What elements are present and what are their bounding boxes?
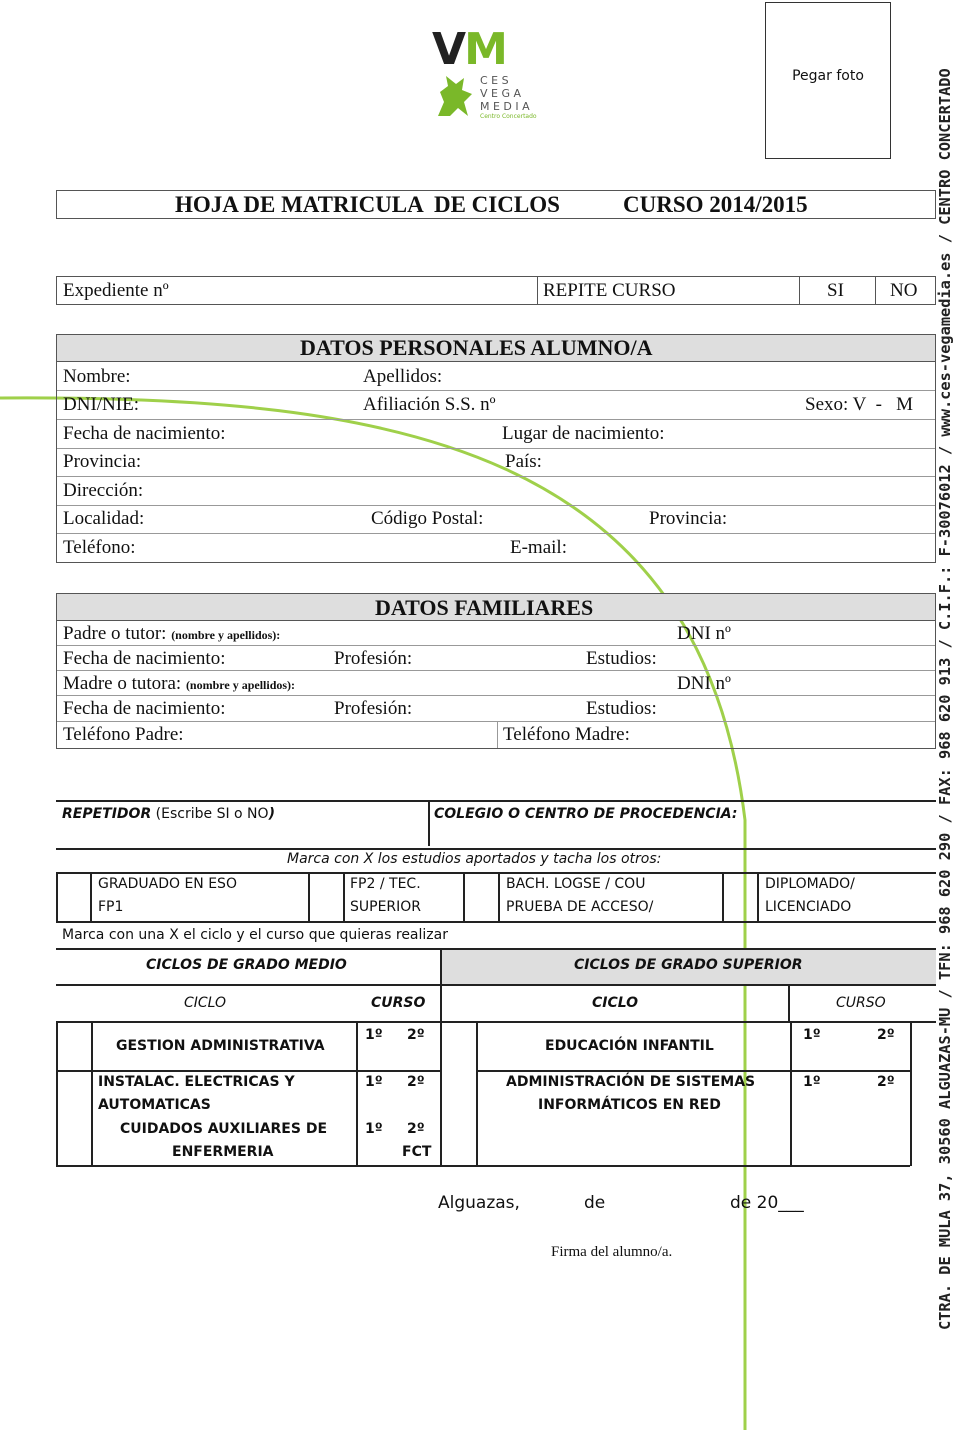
dni-label: DNI/NIE: [63,394,139,415]
ciclo-gestion: GESTION ADMINISTRATIVA [116,1038,325,1054]
ciclos-col-check2 [476,1021,478,1166]
checkbox-fp2[interactable] [310,874,342,920]
gestion-curso-1[interactable]: 1º [365,1027,383,1043]
logo-vega: V E G A [480,87,522,100]
repetidor-label: REPETIDOR (Escribe SI o NO) [62,806,275,822]
col-ciclo-superior: CICLO [592,995,639,1011]
family-section [56,621,936,749]
repetidor-top-line [56,800,936,802]
opt-superior: SUPERIOR [350,899,422,915]
estudios-col-1 [90,872,92,922]
dni-padre-label: DNI nº [677,623,731,644]
ciclos-line-2 [56,984,936,986]
ciclo-instalac-2: AUTOMATICAS [98,1097,211,1113]
checkbox-eso[interactable] [58,874,89,920]
expediente-row [56,276,936,305]
logo [432,24,542,125]
ciclos-col-check [91,1021,93,1166]
logo-ces: C E S [480,74,509,87]
personal-heading-bar [56,334,936,362]
opt-fp1: FP1 [98,899,124,915]
lugar-nacimiento-label: Lugar de nacimiento: [502,423,665,444]
opt-fp2: FP2 / TEC. [350,876,421,892]
expediente-label: Expediente nº [63,280,169,301]
infantil-curso-2[interactable]: 2º [877,1027,895,1043]
ciclos-col-end [910,1021,912,1166]
checkbox-instalac[interactable] [58,1072,90,1118]
cuidados-fct[interactable]: FCT [402,1144,432,1160]
grado-medio-heading: CICLOS DE GRADO MEDIO [146,957,347,973]
grado-superior-heading: CICLOS DE GRADO SUPERIOR [574,957,803,973]
ciclos-col-curso [356,1021,358,1166]
fecha-padre-label: Fecha de nacimiento: [63,648,226,669]
instalac-curso-1[interactable]: 1º [365,1074,383,1090]
cuidados-curso-1[interactable]: 1º [365,1121,383,1137]
logo-media: M E D I A [480,100,530,113]
logo-vm: VM [432,24,506,75]
ciclo-cuidados-1: CUIDADOS AUXILIARES DE [120,1121,328,1137]
provincia2-label: Provincia: [649,508,728,529]
opt-eso: GRADUADO EN ESO [98,876,237,892]
footer-place: Alguazas, [438,1193,520,1213]
opt-bach: BACH. LOGSE / COU [506,876,646,892]
fecha-nacimiento-label: Fecha de nacimiento: [63,423,226,444]
repetidor-divider [428,800,430,846]
estudios-col-5 [498,872,500,922]
ciclos-col-curso2 [790,1021,792,1166]
instalac-curso-2[interactable]: 2º [407,1074,425,1090]
ciclo-asir-2: INFORMÁTICOS EN RED [538,1097,721,1113]
ciclo-cuidados-2: ENFERMERIA [172,1144,274,1160]
personal-heading: DATOS PERSONALES ALUMNO/A [300,335,653,360]
side-address-text: CTRA. DE MULA 37, 30560 ALGUAZAS-MU / TFN: 968 620 290 / FAX: 968 620 913 / C.I.F.: F-30076012 / www.ces-vegamedia.es / CENTRO CONCERTADO [936,68,954,1330]
ciclos-header-divider-b [788,984,790,1022]
direccion-label: Dirección: [63,480,144,501]
dni-madre-label: DNI nº [677,673,731,694]
checkbox-infantil[interactable] [442,1023,475,1069]
estudios-col-3 [343,872,345,922]
griffin-icon [434,72,476,120]
col-ciclo-medio: CICLO [184,995,227,1011]
logo-tagline: Centro Concertado [480,113,537,120]
ciclos-row-line-1 [56,1070,440,1072]
nombre-label: Nombre: [63,366,131,387]
checkbox-asir[interactable] [442,1072,475,1118]
ciclos-row-line-1b [476,1070,910,1072]
fecha-madre-label: Fecha de nacimiento: [63,698,226,719]
gestion-curso-2[interactable]: 2º [407,1027,425,1043]
personal-section [56,362,936,563]
codigo-postal-label: Código Postal: [371,508,484,529]
asir-curso-1[interactable]: 1º [803,1074,821,1090]
afiliacion-label: Afiliación S.S. nº [363,394,496,415]
photo-box[interactable] [765,2,891,159]
sexo-label[interactable]: Sexo: V - M [805,394,914,415]
col-curso-medio: CURSO [371,995,426,1011]
asir-curso-2[interactable]: 2º [877,1074,895,1090]
course-year: CURSO 2014/2015 [623,192,808,217]
checkbox-cuidados[interactable] [58,1119,90,1164]
opt-diplomado: DIPLOMADO/ [765,876,855,892]
telefono-madre-label: Teléfono Madre: [503,724,630,745]
signature-label: Firma del alumno/a. [551,1244,673,1260]
opt-licenciado: LICENCIADO [765,899,852,915]
repite-label: REPITE CURSO [543,280,676,301]
repite-si[interactable]: SI [827,280,844,301]
col-curso-superior: CURSO [836,995,886,1011]
title-box [56,190,936,219]
ciclos-instruction: Marca con una X el ciclo y el curso que quieras realizar [62,927,448,943]
estudios-madre-label: Estudios: [586,698,657,719]
cuidados-curso-2[interactable]: 2º [407,1121,425,1137]
ciclo-asir-1: ADMINISTRACIÓN DE SISTEMAS [506,1074,756,1090]
provincia-label: Provincia: [63,451,142,472]
padre-label: Padre o tutor: (nombre y apellidos): [63,623,281,644]
profesion-padre-label: Profesión: [334,648,413,669]
estudios-padre-label: Estudios: [586,648,657,669]
checkbox-bach[interactable] [465,874,497,920]
profesion-madre-label: Profesión: [334,698,413,719]
email-label: E-mail: [510,537,567,558]
localidad-label: Localidad: [63,508,145,529]
estudios-top-line [56,848,936,850]
madre-label: Madre o tutora: (nombre y apellidos): [63,673,296,694]
footer-de-1: de [584,1193,606,1213]
ciclo-infantil: EDUCACIÓN INFANTIL [545,1038,714,1054]
photo-label: Pegar foto [792,68,864,84]
page-title: HOJA DE MATRICULA DE CICLOS [175,192,560,217]
colegio-label: COLEGIO O CENTRO DE PROCEDENCIA: [434,806,738,822]
checkbox-gestion[interactable] [58,1023,90,1069]
apellidos-label: Apellidos: [363,366,443,387]
family-heading: DATOS FAMILIARES [375,595,594,620]
estudios-bottom-line [56,921,936,923]
pais-label: País: [505,451,542,472]
repite-no[interactable]: NO [890,280,918,301]
family-heading-bar [56,593,936,621]
ciclos-header-divider-a [440,984,442,1022]
ciclo-instalac-1: INSTALAC. ELECTRICAS Y [98,1074,295,1090]
telefono-label: Teléfono: [63,537,136,558]
opt-prueba: PRUEBA DE ACCESO/ [506,899,654,915]
ciclos-bottom-line [56,1165,910,1167]
telefono-padre-label: Teléfono Padre: [63,724,184,745]
infantil-curso-1[interactable]: 1º [803,1027,821,1043]
checkbox-diplomado[interactable] [724,874,756,920]
estudios-col-7 [757,872,759,922]
ciclos-heading-divider [440,948,442,985]
ciclos-line-3 [56,1021,936,1023]
footer-de-2: de 20___ [730,1193,804,1213]
estudios-heading: Marca con X los estudios aportados y tacha los otros: [287,851,662,867]
